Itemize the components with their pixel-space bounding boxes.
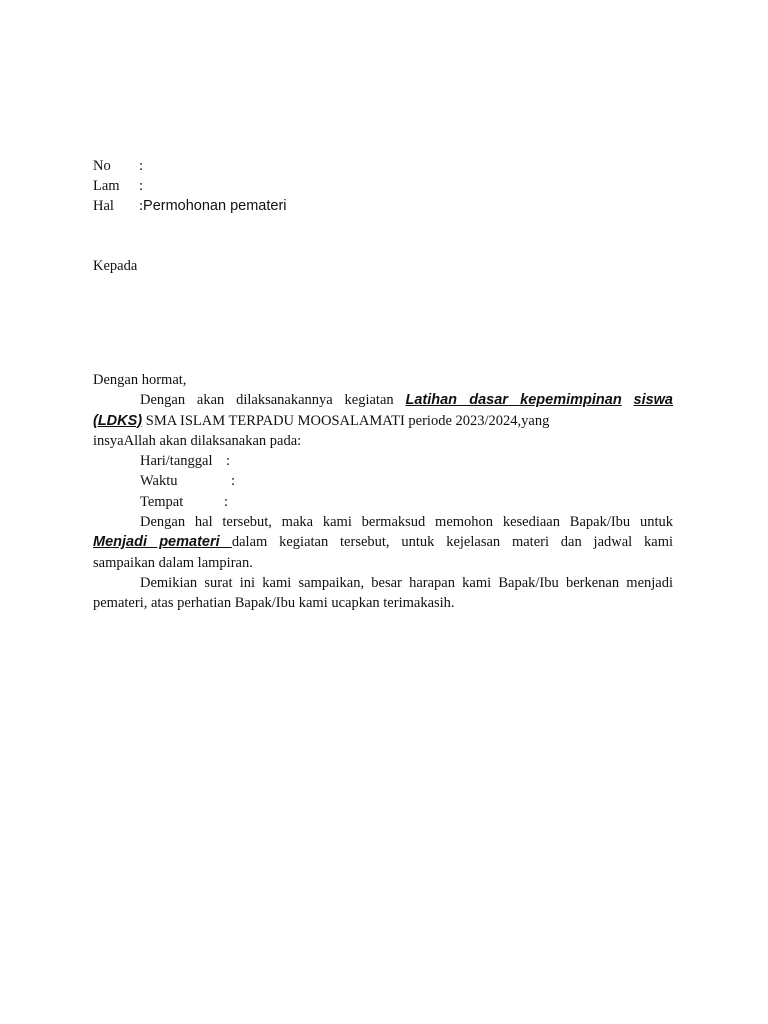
field-tempat bbox=[93, 492, 673, 512]
p1-emphasis-siswa: siswa bbox=[633, 392, 673, 409]
hal-label: Hal bbox=[93, 198, 114, 214]
field-hari-tanggal bbox=[93, 451, 673, 471]
lam-colon: : bbox=[139, 178, 144, 194]
p1-text-b: SMA ISLAM TERPADU MOOSALAMATI periode 2023/2024,yang bbox=[142, 412, 550, 429]
hal-row bbox=[93, 196, 287, 216]
field-waktu bbox=[93, 471, 673, 491]
letter-body bbox=[93, 370, 673, 614]
p1-emphasis-ldks: (LDKS) bbox=[93, 412, 143, 429]
p1-emphasis-ldk: Latihan dasar kepemimpinan bbox=[405, 392, 622, 409]
p2-emphasis-menjadi-pemateri: Menjadi pemateri bbox=[93, 534, 232, 551]
salutation: Dengan hormat, bbox=[93, 372, 187, 388]
no-colon: : bbox=[139, 158, 144, 174]
field-label: Hari/tanggal bbox=[140, 453, 213, 470]
field-colon: : bbox=[224, 493, 229, 510]
no-label: No bbox=[93, 158, 111, 174]
lam-row bbox=[93, 176, 143, 196]
no-row bbox=[93, 156, 143, 176]
paragraph-2-line-2 bbox=[93, 532, 673, 552]
recipient-kepada: Kepada bbox=[93, 258, 138, 274]
lam-label: Lam bbox=[93, 178, 120, 194]
paragraph-2-line-1: Dengan hal tersebut, maka kami bermaksud memohon kesediaan Bapak/Ibu untuk bbox=[140, 514, 673, 531]
field-colon: : bbox=[231, 473, 236, 490]
paragraph-1-line-1 bbox=[93, 390, 673, 410]
paragraph-3-line-2: pemateri, atas perhatian Bapak/Ibu kami ucapkan terimakasih. bbox=[93, 595, 455, 612]
paragraph-3-line-1: Demikian surat ini kami sampaikan, besar harapan kami Bapak/Ibu berkenan menjadi bbox=[140, 574, 673, 591]
p1-text-a: Dengan akan dilaksanakannya kegiatan bbox=[140, 392, 394, 409]
field-colon: : bbox=[226, 453, 231, 470]
field-label: Waktu bbox=[140, 473, 178, 490]
hal-colon: : bbox=[139, 198, 144, 214]
paragraph-1-line-2 bbox=[93, 411, 673, 431]
field-label: Tempat bbox=[140, 493, 184, 510]
paragraph-2-line-3: sampaikan dalam lampiran. bbox=[93, 554, 253, 571]
hal-value: Permohonan pemateri bbox=[143, 198, 287, 214]
paragraph-1-line-3: insyaAllah akan dilaksanakan pada: bbox=[93, 432, 302, 449]
p2-text-b: dalam kegiatan tersebut, untuk kejelasan materi dan jadwal kami bbox=[231, 534, 674, 551]
